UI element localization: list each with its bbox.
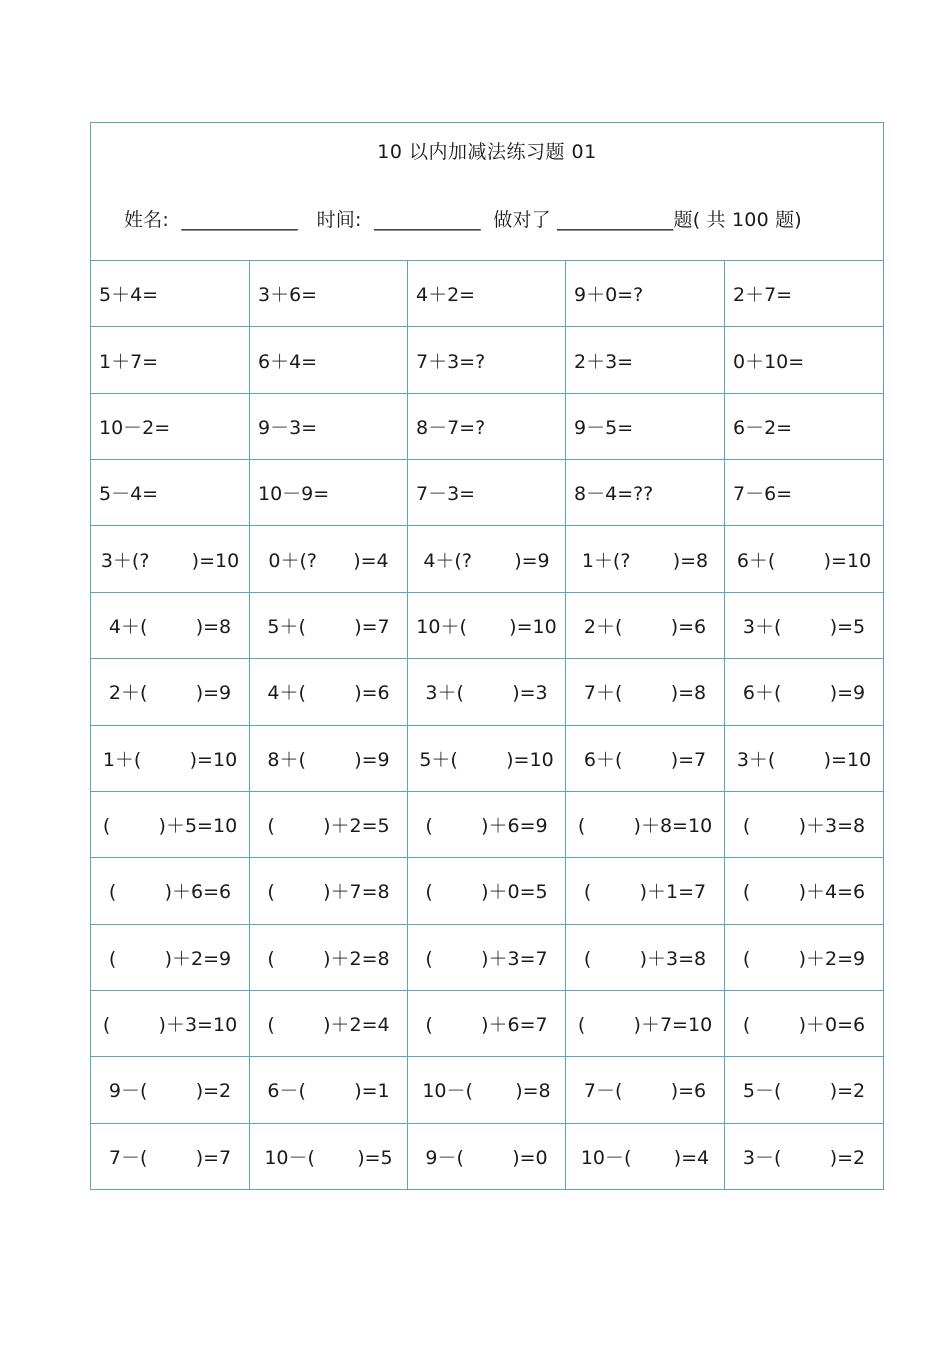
problem-cell: 5＋( )=7 [250, 593, 408, 659]
problem-cell: ( )＋6=7 [408, 991, 566, 1057]
problem-cell: 9－( )=0 [408, 1124, 566, 1190]
problem-cell: 3＋( )=10 [725, 726, 883, 792]
problem-cell: 5＋4= [91, 261, 250, 327]
problem-cell: 4＋2= [408, 261, 566, 327]
problem-cell: ( )＋8=10 [566, 792, 725, 858]
problem-cell: 6＋( )=9 [725, 659, 883, 725]
problem-cell: ( )＋2=5 [250, 792, 408, 858]
problem-cell: 3＋( )=3 [408, 659, 566, 725]
problem-cell: 2＋7= [725, 261, 883, 327]
problem-cell: ( )＋3=7 [408, 925, 566, 991]
problem-cell: ( )＋6=6 [91, 858, 250, 924]
problem-cell: 4＋( )=6 [250, 659, 408, 725]
problem-cell: ( )＋2=4 [250, 991, 408, 1057]
problem-cell: 1＋( )=10 [91, 726, 250, 792]
problem-cell: 3＋(? )=10 [91, 526, 250, 592]
problem-cell: 10－( )=8 [408, 1057, 566, 1123]
problem-cell: 6－2= [725, 394, 883, 460]
problem-cell: 5＋( )=10 [408, 726, 566, 792]
problem-cell: ( )＋2=8 [250, 925, 408, 991]
problem-cell: ( )＋3=8 [566, 925, 725, 991]
problem-cell: 5－( )=2 [725, 1057, 883, 1123]
worksheet-title: 10 以内加减法练习题 01 [377, 141, 597, 163]
problem-cell: 10－9= [250, 460, 408, 526]
problem-cell: 9－3= [250, 394, 408, 460]
problem-cell: 3＋6= [250, 261, 408, 327]
student-info-line: 姓名: ____________ 时间: ___________ 做对了 ____________题( 共 100 题) [124, 209, 802, 231]
problem-cell: 10－( )=5 [250, 1124, 408, 1190]
problem-cell: 9－( )=2 [91, 1057, 250, 1123]
problem-cell: 4＋( )=8 [91, 593, 250, 659]
problem-cell: 6＋4= [250, 327, 408, 393]
problem-cell: 6＋( )=10 [725, 526, 883, 592]
problem-cell: 9＋0=? [566, 261, 725, 327]
problem-cell: 7＋3=? [408, 327, 566, 393]
problem-cell: 9－5= [566, 394, 725, 460]
problem-cell: 0＋(? )=4 [250, 526, 408, 592]
problem-cell: 7－3= [408, 460, 566, 526]
problem-cell: ( )＋2=9 [91, 925, 250, 991]
problem-cell: 7＋( )=8 [566, 659, 725, 725]
problem-cell: ( )＋6=9 [408, 792, 566, 858]
problem-cell: 3－( )=2 [742, 1147, 866, 1170]
problem-cell: 7－( )=7 [91, 1124, 250, 1190]
problem-cell: 7－( )=6 [566, 1057, 725, 1123]
problem-cell: ( )＋3=8 [725, 792, 883, 858]
problem-cell: 2＋( )=6 [566, 593, 725, 659]
problem-cell: ( )＋3=10 [91, 991, 250, 1057]
problem-cell: ( )＋0=5 [408, 858, 566, 924]
worksheet-table [90, 122, 884, 1190]
problem-cell: ( )＋5=10 [91, 792, 250, 858]
worksheet-header [91, 123, 883, 261]
problem-cell: 8－4=?? [566, 460, 725, 526]
problem-cell: ( )＋7=10 [566, 991, 725, 1057]
problem-cell: 6＋( )=7 [566, 726, 725, 792]
problem-cell: 10－( )=4 [566, 1124, 725, 1190]
problem-cell: 2＋3= [566, 327, 725, 393]
problem-cell: 4＋(? )=9 [408, 526, 566, 592]
problem-cell: 5－4= [91, 460, 250, 526]
problem-cell: 1＋(? )=8 [566, 526, 725, 592]
problem-grid [91, 261, 883, 1190]
problem-cell: 0＋10= [725, 327, 883, 393]
problem-cell: 3＋( )=5 [725, 593, 883, 659]
problem-cell: ( )＋2=9 [725, 925, 883, 991]
problem-cell: ( )＋7=8 [250, 858, 408, 924]
problem-cell: ( )＋4=6 [725, 858, 883, 924]
problem-cell: 7－6= [725, 460, 883, 526]
problem-cell: 8＋( )=9 [250, 726, 408, 792]
problem-cell: 1＋7= [91, 327, 250, 393]
problem-cell: 10－2= [91, 394, 250, 460]
problem-cell: ( )＋1=7 [566, 858, 725, 924]
problem-cell: 8－7=? [408, 394, 566, 460]
problem-cell: 2＋( )=9 [91, 659, 250, 725]
problem-cell: ( )＋0=6 [725, 991, 883, 1057]
problem-cell: 10＋( )=10 [408, 593, 566, 659]
problem-cell: 6－( )=1 [250, 1057, 408, 1123]
